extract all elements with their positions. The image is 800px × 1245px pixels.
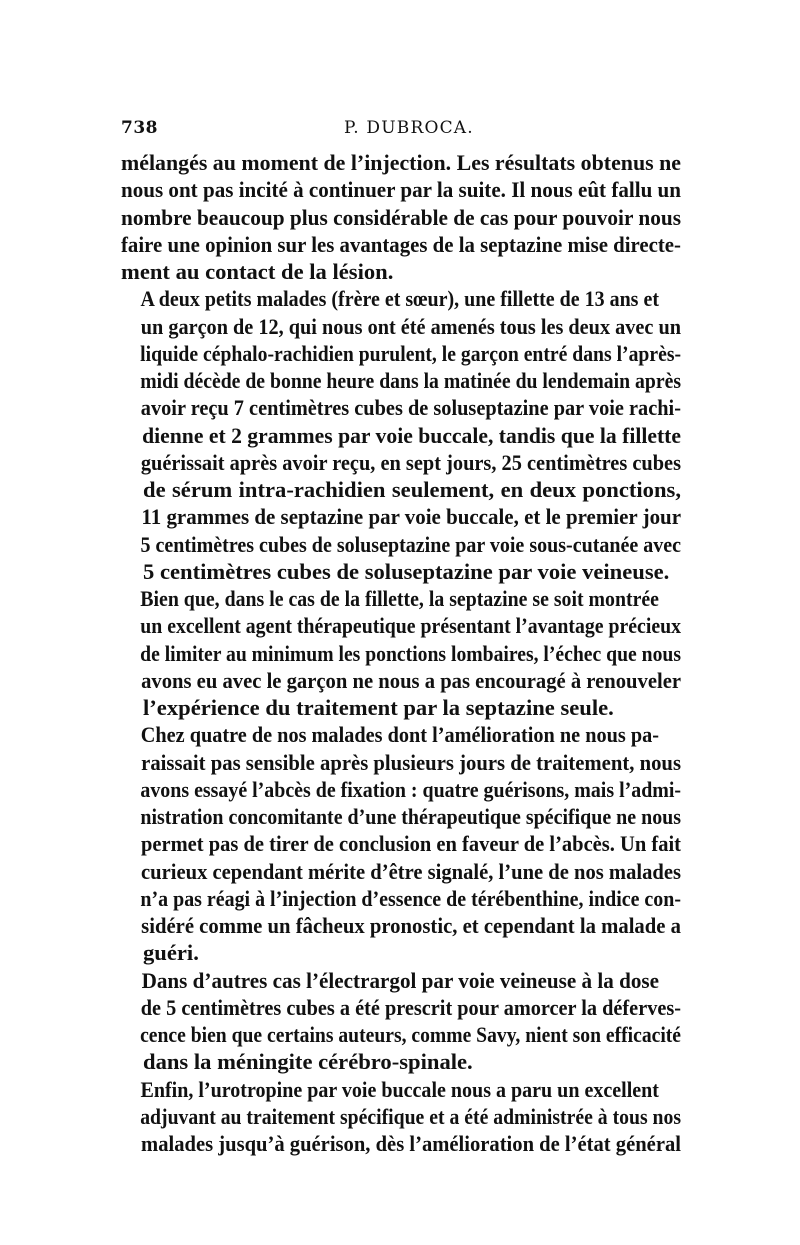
text-line: guérissait après avoir reçu, en sept jours, 25 centimètres cubes bbox=[140, 449, 682, 475]
paragraph-continuation bbox=[121, 149, 681, 285]
text-line: avoir reçu 7 centimètres cubes de soluseptazine par voie rachi- bbox=[140, 395, 681, 421]
text-line: cence bien que certains auteurs, comme Savy, nient son efficacité bbox=[140, 1022, 682, 1047]
text-line: de sérum intra-rachidien seulement, en deux ponctions, bbox=[143, 477, 681, 502]
text-line: A deux petits malades (frère et sœur), une fillette de 13 ans et bbox=[140, 286, 659, 312]
text-line: guéri. bbox=[143, 940, 199, 966]
text-line: nistration concomitante d’une thérapeutique spécifique ne nous bbox=[140, 804, 682, 829]
paragraph-abces-fixation bbox=[121, 721, 681, 966]
text-line: 11 grammes de septazine par voie buccale, et le premier jour bbox=[141, 504, 682, 530]
text-line: avons eu avec le garçon ne nous a pas encouragé à renouveler bbox=[141, 667, 682, 693]
text-line: ment au contact de la lésion. bbox=[121, 259, 394, 284]
text-line: de 5 centimètres cubes a été prescrit pour amorcer la déferves- bbox=[140, 994, 682, 1020]
paragraph-urotropine bbox=[121, 1076, 681, 1158]
text-line: de limiter au minimum les ponctions lombaires, l’échec que nous bbox=[140, 640, 682, 666]
text-line: Enfin, l’urotropine par voie buccale nous a paru un excellent bbox=[140, 1076, 659, 1102]
text-line: malades jusqu’à guérison, dès l’amélioration de l’état général bbox=[141, 1131, 681, 1156]
text-line: raissait pas sensible après plusieurs jours de traitement, nous bbox=[141, 749, 682, 775]
text-line: Bien que, dans le cas de la fillette, la septazine se soit montrée bbox=[140, 586, 659, 611]
text-line: 5 centimètres cubes de soluseptazine par voie veineuse. bbox=[143, 558, 670, 584]
text-line: nous ont pas incité à continuer par la suite. Il nous eût fallu un bbox=[121, 177, 682, 203]
paragraph-septazine bbox=[121, 585, 681, 721]
running-head bbox=[121, 118, 681, 144]
paragraph-electrargol bbox=[121, 967, 681, 1076]
paragraph-two-patients bbox=[121, 285, 681, 585]
page-number: 738 bbox=[121, 118, 158, 138]
text-line: 5 centimètres cubes de soluseptazine par voie sous-cutanée avec bbox=[140, 531, 682, 557]
text-line: n’a pas réagi à l’injection d’essence de térébenthine, indice con- bbox=[140, 885, 681, 911]
text-line: liquide céphalo-rachidien purulent, le garçon entré dans l’après- bbox=[140, 340, 682, 366]
text-line: sidéré comme un fâcheux pronostic, et cependant la malade a bbox=[141, 913, 681, 938]
text-line: dienne et 2 grammes par voie buccale, tandis que la fillette bbox=[142, 422, 681, 448]
text-line: nombre beaucoup plus considérable de cas pour pouvoir nous bbox=[121, 204, 682, 230]
text-line: adjuvant au traitement spécifique et a été administrée à tous nos bbox=[140, 1103, 682, 1129]
text-line: avons essayé l’abcès de fixation : quatre guérisons, mais l’admi- bbox=[140, 776, 682, 802]
text-line: un garçon de 12, qui nous ont été amenés tous les deux avec un bbox=[140, 313, 681, 339]
text-line: permet pas de tirer de conclusion en faveur de l’abcès. Un fait bbox=[140, 831, 681, 857]
running-title: P. DUBROCA. bbox=[344, 118, 474, 138]
text-line: dans la méningite cérébro-spinale. bbox=[143, 1049, 473, 1075]
text-line: midi décède de bonne heure dans la matinée du lendemain après bbox=[140, 368, 682, 393]
text-line: Chez quatre de nos malades dont l’amélioration ne nous pa- bbox=[140, 722, 660, 748]
text-line: Dans d’autres cas l’électrargol par voie veineuse à la dose bbox=[141, 967, 660, 993]
body-text bbox=[121, 149, 681, 1157]
text-line: faire une opinion sur les avantages de la septazine mise directe- bbox=[121, 231, 681, 257]
text-line: curieux cependant mérite d’être signalé, l’une de nos malades bbox=[141, 858, 681, 884]
text-line: mélangés au moment de l’injection. Les résultats obtenus ne bbox=[121, 150, 682, 175]
text-line: l’expérience du traitement par la septazine seule. bbox=[143, 695, 614, 720]
text-line: un excellent agent thérapeutique présentant l’avantage précieux bbox=[140, 613, 682, 639]
